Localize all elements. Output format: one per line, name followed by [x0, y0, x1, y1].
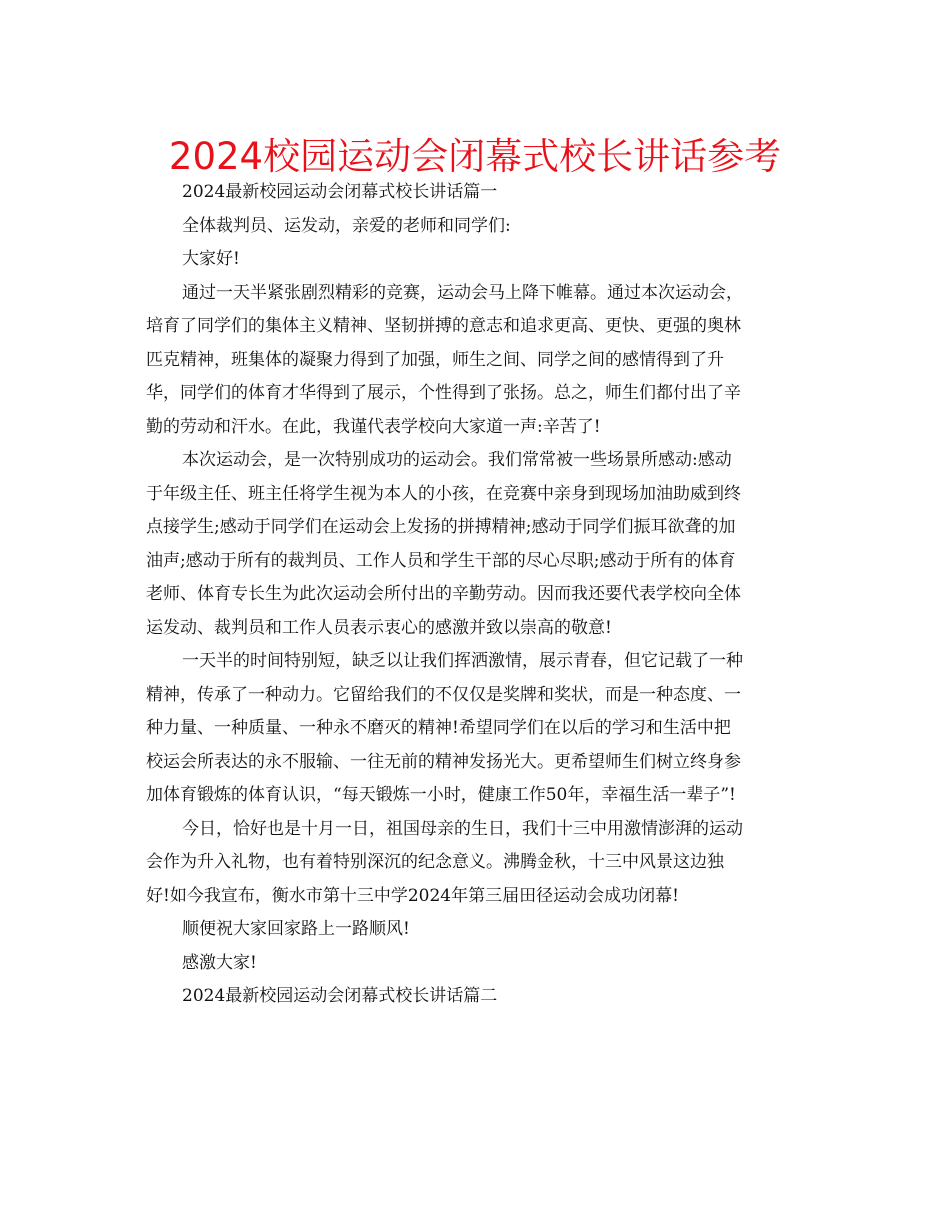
paragraph-line: 于年级主任、班主任将学生视为本人的小孩，在竞赛中亲身到现场加油助威到终: [146, 483, 741, 504]
paragraph-line: 勤的劳动和汗水。在此，我谨代表学校向大家道一声:辛苦了!: [146, 416, 601, 437]
paragraph-line: 精神，传承了一种动力。它留给我们的不仅仅是奖牌和奖状，而是一种态度、一: [146, 684, 741, 705]
paragraph-line: 会作为升入礼物，也有着特别深沉的纪念意义。沸腾金秋，十三中风景这边独: [146, 852, 724, 872]
paragraph-line: 种力量、一种质量、一种永不磨灭的精神!希望同学们在以后的学习和生活中把: [146, 718, 731, 738]
closing-line: 顺便祝大家回家路上一路顺风!: [182, 919, 410, 939]
salutation: 全体裁判员、运发动，亲爱的老师和同学们:: [182, 215, 511, 236]
paragraph-line: 通过一天半紧张剧烈精彩的竞赛，运动会马上降下帷幕。通过本次运动会，: [182, 282, 743, 303]
document-title: 2024校园运动会闭幕式校长讲话参考: [168, 135, 782, 178]
paragraph-line: 华，同学们的体育才华得到了展示，个性得到了张扬。总之，师生们都付出了辛: [146, 383, 741, 403]
document-body: [146, 176, 806, 1014]
greeting: 大家好!: [182, 249, 240, 269]
paragraph-line: 好!如今我宣布，衡水市第十三中学2024年第三届田径运动会成功闭幕!: [146, 885, 679, 906]
paragraph-line: 校运会所表达的永不服输、一往无前的精神发扬光大。更希望师生们树立终身参: [146, 751, 741, 772]
paragraph-line: 本次运动会，是一次特别成功的运动会。我们常常被一些场景所感动:感动: [182, 450, 732, 470]
paragraph-line: 点接学生;感动于同学们在运动会上发扬的拼搏精神;感动于同学们振耳欲聋的加: [146, 517, 736, 537]
paragraph-line: 加体育锻炼的体育认识，“每天锻炼一小时，健康工作50年，幸福生活一辈子”!: [146, 785, 736, 805]
section-heading: 2024最新校园运动会闭幕式校长讲话篇一: [182, 182, 498, 202]
closing-thanks: 感激大家!: [182, 952, 257, 973]
section-heading: 2024最新校园运动会闭幕式校长讲话篇二: [182, 986, 498, 1006]
paragraph-line: 培育了同学们的集体主义精神、坚韧拼搏的意志和追求更高、更快、更强的奥林: [146, 316, 741, 336]
paragraph-line: 老师、体育专长生为此次运动会所付出的辛勤劳动。因而我还要代表学校向全体: [146, 584, 741, 604]
paragraph-line: 一天半的时间特别短，缺乏以让我们挥洒激情，展示青春，但它记载了一种: [182, 651, 743, 671]
paragraph-line: 运发动、裁判员和工作人员表示衷心的感激并致以崇高的敬意!: [146, 617, 612, 638]
paragraph-line: 油声;感动于所有的裁判员、工作人员和学生干部的尽心尽职;感动于所有的体育: [146, 550, 736, 571]
paragraph-line: 匹克精神，班集体的凝聚力得到了加强，师生之间、同学之间的感情得到了升: [146, 349, 724, 370]
paragraph-line: 今日，恰好也是十月一日，祖国母亲的生日，我们十三中用激情澎湃的运动: [182, 818, 743, 839]
